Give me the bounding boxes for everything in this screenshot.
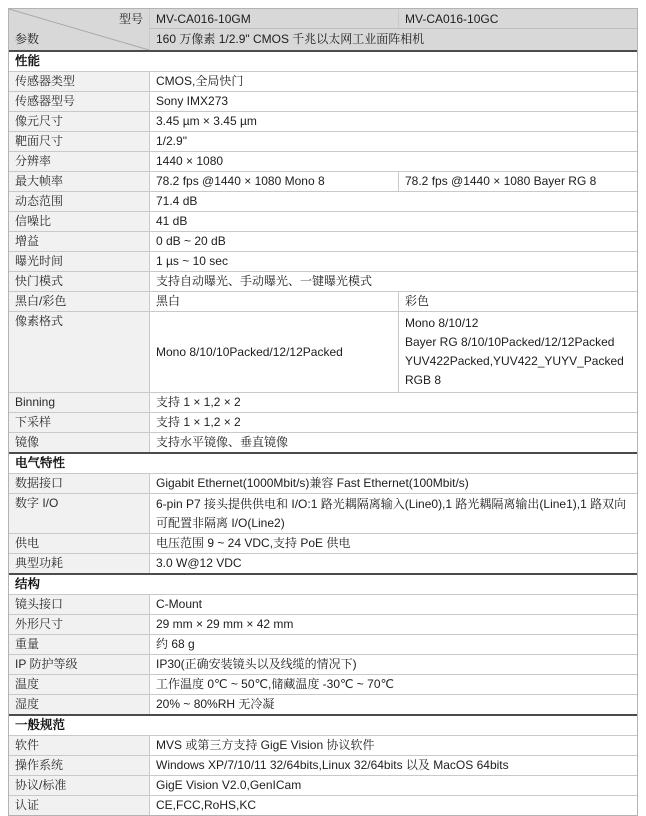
- section-general: [9, 714, 637, 735]
- section-title: 电气特性: [9, 454, 637, 473]
- spec-row-certification: [9, 795, 637, 815]
- spec-row-weight: [9, 634, 637, 654]
- section-electrical: [9, 452, 637, 473]
- row-label: 操作系统: [9, 756, 149, 775]
- row-label: 增益: [9, 232, 149, 251]
- spec-row-sensor-type: [9, 71, 637, 91]
- row-label: 靶面尺寸: [9, 132, 149, 151]
- pixel-format-line: RGB 8: [405, 373, 442, 387]
- model-name-color: MV-CA016-10GC: [398, 9, 637, 29]
- spec-row-exposure-time: [9, 251, 637, 271]
- row-value-mono: 78.2 fps @1440 × 1080 Mono 8: [149, 172, 398, 191]
- spec-row-data-interface: [9, 473, 637, 493]
- section-performance: [9, 50, 637, 71]
- spec-row-max-framerate: [9, 171, 637, 191]
- row-label: 镜头接口: [9, 595, 149, 614]
- row-value: C-Mount: [149, 595, 637, 614]
- spec-row-software: [9, 735, 637, 755]
- row-value: 1/2.9": [149, 132, 637, 151]
- row-label: 传感器类型: [9, 72, 149, 91]
- row-value: 工作温度 0℃ ~ 50℃,储藏温度 -30℃ ~ 70℃: [149, 675, 637, 694]
- row-label: 下采样: [9, 413, 149, 432]
- row-value: 支持 1 × 1,2 × 2: [149, 413, 637, 432]
- row-label: Binning: [9, 393, 149, 412]
- row-value: CMOS,全局快门: [149, 72, 637, 91]
- row-value: IP30(正确安装镜头以及线缆的情况下): [149, 655, 637, 674]
- spec-row-temperature: [9, 674, 637, 694]
- corner-label-model: 型号: [118, 12, 143, 26]
- row-label: 最大帧率: [9, 172, 149, 191]
- row-label: 典型功耗: [9, 554, 149, 573]
- spec-row-gain: [9, 231, 637, 251]
- row-value: 约 68 g: [149, 635, 637, 654]
- pixel-format-line: Mono 8/10/12: [405, 316, 479, 330]
- row-label: 湿度: [9, 695, 149, 714]
- row-value: GigE Vision V2.0,GenICam: [149, 776, 637, 795]
- row-value: 3.0 W@12 VDC: [149, 554, 637, 573]
- row-label: 镜像: [9, 433, 149, 452]
- row-label: 曝光时间: [9, 252, 149, 271]
- row-value: 支持水平镜像、垂直镜像: [149, 433, 637, 452]
- row-label: 动态范围: [9, 192, 149, 211]
- row-label: 像素格式: [9, 312, 149, 392]
- row-value: 电压范围 9 ~ 24 VDC,支持 PoE 供电: [149, 534, 637, 553]
- pixel-format-line: YUV422Packed,YUV422_YUYV_Packed: [405, 354, 624, 368]
- spec-row-binning: [9, 392, 637, 412]
- spec-row-protocol-standard: [9, 775, 637, 795]
- row-value: MVS 或第三方支持 GigE Vision 协议软件: [149, 736, 637, 755]
- row-value: 6-pin P7 接头提供供电和 I/O:1 路光耦隔离输入(Line0),1 路光耦隔离输出(Line1),1 路双向可配置非隔离 I/O(Line2): [149, 494, 637, 533]
- row-label: 快门模式: [9, 272, 149, 291]
- spec-row-snr: [9, 211, 637, 231]
- row-label: 认证: [9, 796, 149, 815]
- row-value: CE,FCC,RoHS,KC: [149, 796, 637, 815]
- row-label: 软件: [9, 736, 149, 755]
- row-label: 数据接口: [9, 474, 149, 493]
- row-value: Sony IMX273: [149, 92, 637, 111]
- row-value: 1440 × 1080: [149, 152, 637, 171]
- row-value: 29 mm × 29 mm × 42 mm: [149, 615, 637, 634]
- row-value: 20% ~ 80%RH 无冷凝: [149, 695, 637, 714]
- spec-row-pixel-size: [9, 111, 637, 131]
- spec-row-pixel-format: [9, 311, 637, 392]
- row-value-color: [398, 312, 637, 392]
- spec-row-ip-rating: [9, 654, 637, 674]
- row-value: 0 dB ~ 20 dB: [149, 232, 637, 251]
- row-value-mono: Mono 8/10/10Packed/12/12Packed: [149, 312, 398, 392]
- row-value: 41 dB: [149, 212, 637, 231]
- row-label: IP 防护等级: [9, 655, 149, 674]
- corner-cell: [9, 9, 149, 50]
- row-label: 像元尺寸: [9, 112, 149, 131]
- row-value: 3.45 µm × 3.45 µm: [149, 112, 637, 131]
- section-title: 一般规范: [9, 716, 637, 735]
- camera-spec-table: [8, 8, 638, 816]
- spec-row-resolution: [9, 151, 637, 171]
- row-value: 支持 1 × 1,2 × 2: [149, 393, 637, 412]
- spec-row-power-supply: [9, 533, 637, 553]
- row-label: 信噪比: [9, 212, 149, 231]
- row-value: Gigabit Ethernet(1000Mbit/s)兼容 Fast Ethernet(100Mbit/s): [149, 474, 637, 493]
- row-label: 外形尺寸: [9, 615, 149, 634]
- spec-row-humidity: [9, 694, 637, 714]
- row-label: 供电: [9, 534, 149, 553]
- row-value: 支持自动曝光、手动曝光、一键曝光模式: [149, 272, 637, 291]
- table-header: [9, 9, 637, 50]
- spec-row-dimensions: [9, 614, 637, 634]
- spec-row-power-consumption: [9, 553, 637, 573]
- model-name-mono: MV-CA016-10GM: [149, 9, 398, 29]
- spec-row-operating-system: [9, 755, 637, 775]
- spec-row-lens-mount: [9, 594, 637, 614]
- spec-row-sensor-model: [9, 91, 637, 111]
- spec-row-shutter-mode: [9, 271, 637, 291]
- spec-row-decimation: [9, 412, 637, 432]
- row-label: 温度: [9, 675, 149, 694]
- section-title: 性能: [9, 52, 637, 71]
- row-value: 71.4 dB: [149, 192, 637, 211]
- row-label: 重量: [9, 635, 149, 654]
- spec-row-digital-io: [9, 493, 637, 533]
- spec-row-mono-color: [9, 291, 637, 311]
- section-title: 结构: [9, 575, 637, 594]
- camera-description: 160 万像素 1/2.9" CMOS 千兆以太网工业面阵相机: [149, 29, 637, 50]
- row-value-color: 78.2 fps @1440 × 1080 Bayer RG 8: [398, 172, 637, 191]
- row-label: 黑白/彩色: [9, 292, 149, 311]
- section-structure: [9, 573, 637, 594]
- row-label: 分辨率: [9, 152, 149, 171]
- row-value-color: 彩色: [398, 292, 637, 311]
- row-label: 传感器型号: [9, 92, 149, 111]
- corner-label-param: 参数: [15, 32, 40, 46]
- spec-row-mirror: [9, 432, 637, 452]
- spec-row-dynamic-range: [9, 191, 637, 211]
- spec-row-sensor-format: [9, 131, 637, 151]
- row-label: 数字 I/O: [9, 494, 149, 533]
- pixel-format-line: Bayer RG 8/10/10Packed/12/12Packed: [405, 335, 615, 349]
- row-label: 协议/标准: [9, 776, 149, 795]
- row-value: Windows XP/7/10/11 32/64bits,Linux 32/64bits 以及 MacOS 64bits: [149, 756, 637, 775]
- row-value: 1 µs ~ 10 sec: [149, 252, 637, 271]
- row-value-mono: 黑白: [149, 292, 398, 311]
